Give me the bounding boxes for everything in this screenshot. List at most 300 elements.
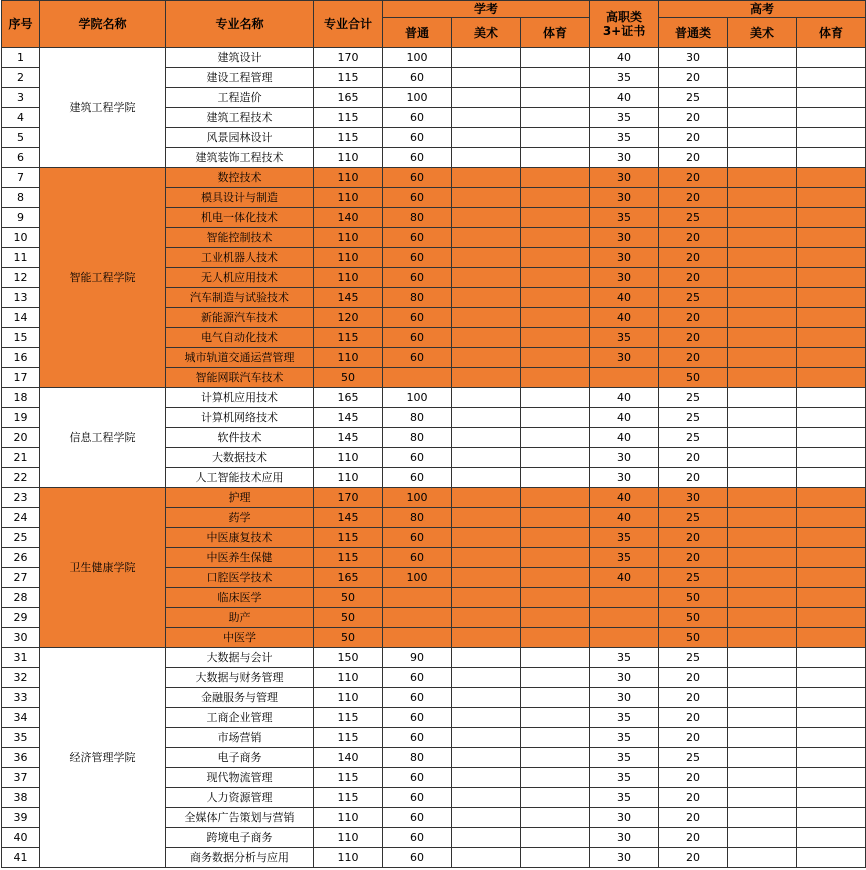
- cell-xk-tiyu: [521, 248, 590, 268]
- cell-gk-tiyu: [797, 348, 866, 368]
- cell-gk-tiyu: [797, 328, 866, 348]
- cell-xk-tiyu: [521, 168, 590, 188]
- table-row: [2, 168, 866, 188]
- cell-gk-tiyu: [797, 628, 866, 648]
- cell-xk-meishu: [452, 588, 521, 608]
- cell-seq: 24: [2, 508, 40, 528]
- cell-gk-putong: 20: [659, 68, 728, 88]
- cell-college: 经济管理学院: [40, 648, 166, 868]
- cell-xk-meishu: [452, 648, 521, 668]
- cell-major: 智能控制技术: [166, 228, 314, 248]
- cell-gaozhi: 40: [590, 488, 659, 508]
- cell-xk-tiyu: [521, 808, 590, 828]
- header-gk-putong: 普通类: [659, 18, 728, 48]
- header-major: 专业名称: [166, 1, 314, 48]
- header-gaozhi-line1: 高职类: [606, 10, 643, 24]
- cell-gk-meishu: [728, 528, 797, 548]
- cell-xk-putong: [383, 608, 452, 628]
- cell-xk-meishu: [452, 228, 521, 248]
- cell-total: 110: [314, 248, 383, 268]
- cell-total: 115: [314, 528, 383, 548]
- cell-xk-putong: 60: [383, 848, 452, 868]
- cell-major: 数控技术: [166, 168, 314, 188]
- cell-gk-putong: 20: [659, 148, 728, 168]
- cell-xk-meishu: [452, 128, 521, 148]
- cell-gk-putong: 50: [659, 588, 728, 608]
- cell-gk-tiyu: [797, 588, 866, 608]
- cell-gaozhi: 30: [590, 168, 659, 188]
- cell-gaozhi: 35: [590, 208, 659, 228]
- cell-xk-meishu: [452, 168, 521, 188]
- cell-xk-meishu: [452, 308, 521, 328]
- cell-gk-tiyu: [797, 208, 866, 228]
- cell-gk-meishu: [728, 548, 797, 568]
- cell-gk-putong: 20: [659, 528, 728, 548]
- cell-xk-meishu: [452, 108, 521, 128]
- cell-seq: 31: [2, 648, 40, 668]
- cell-gaozhi: 35: [590, 708, 659, 728]
- cell-gk-meishu: [728, 608, 797, 628]
- cell-gk-putong: 25: [659, 288, 728, 308]
- cell-xk-meishu: [452, 48, 521, 68]
- cell-xk-meishu: [452, 688, 521, 708]
- cell-major: 现代物流管理: [166, 768, 314, 788]
- cell-major: 城市轨道交通运营管理: [166, 348, 314, 368]
- cell-major: 风景园林设计: [166, 128, 314, 148]
- cell-xk-putong: 60: [383, 528, 452, 548]
- cell-xk-putong: 60: [383, 448, 452, 468]
- cell-gk-putong: 20: [659, 808, 728, 828]
- header-total: 专业合计: [314, 1, 383, 48]
- cell-gk-meishu: [728, 848, 797, 868]
- cell-xk-meishu: [452, 268, 521, 288]
- cell-total: 165: [314, 568, 383, 588]
- enrollment-table: [1, 0, 866, 868]
- cell-xk-meishu: [452, 748, 521, 768]
- cell-seq: 19: [2, 408, 40, 428]
- cell-gaozhi: [590, 608, 659, 628]
- cell-gk-putong: 20: [659, 128, 728, 148]
- cell-gk-meishu: [728, 228, 797, 248]
- cell-gk-putong: 20: [659, 328, 728, 348]
- cell-xk-tiyu: [521, 68, 590, 88]
- cell-total: 110: [314, 808, 383, 828]
- cell-gaozhi: 30: [590, 268, 659, 288]
- cell-gk-tiyu: [797, 548, 866, 568]
- cell-gk-tiyu: [797, 648, 866, 668]
- cell-gk-meishu: [728, 708, 797, 728]
- cell-gk-meishu: [728, 728, 797, 748]
- cell-seq: 10: [2, 228, 40, 248]
- cell-xk-tiyu: [521, 688, 590, 708]
- cell-gk-tiyu: [797, 288, 866, 308]
- header-xk-tiyu: 体育: [521, 18, 590, 48]
- cell-xk-tiyu: [521, 268, 590, 288]
- cell-major: 商务数据分析与应用: [166, 848, 314, 868]
- cell-xk-tiyu: [521, 388, 590, 408]
- cell-gk-putong: 25: [659, 408, 728, 428]
- cell-gk-tiyu: [797, 808, 866, 828]
- cell-gk-putong: 20: [659, 788, 728, 808]
- cell-seq: 26: [2, 548, 40, 568]
- cell-gk-putong: 20: [659, 108, 728, 128]
- cell-gk-meishu: [728, 348, 797, 368]
- cell-gaozhi: 40: [590, 508, 659, 528]
- cell-seq: 27: [2, 568, 40, 588]
- cell-seq: 18: [2, 388, 40, 408]
- cell-xk-tiyu: [521, 828, 590, 848]
- cell-gaozhi: 30: [590, 248, 659, 268]
- cell-gaozhi: 40: [590, 288, 659, 308]
- cell-xk-putong: 60: [383, 788, 452, 808]
- cell-total: 115: [314, 768, 383, 788]
- cell-gk-putong: 20: [659, 668, 728, 688]
- cell-total: 50: [314, 608, 383, 628]
- cell-gk-putong: 20: [659, 228, 728, 248]
- cell-gk-putong: 25: [659, 428, 728, 448]
- cell-xk-putong: 60: [383, 108, 452, 128]
- cell-gk-tiyu: [797, 68, 866, 88]
- cell-xk-tiyu: [521, 488, 590, 508]
- cell-gk-meishu: [728, 208, 797, 228]
- cell-seq: 32: [2, 668, 40, 688]
- cell-xk-meishu: [452, 248, 521, 268]
- cell-gk-putong: 50: [659, 608, 728, 628]
- cell-xk-tiyu: [521, 288, 590, 308]
- cell-seq: 38: [2, 788, 40, 808]
- cell-xk-meishu: [452, 608, 521, 628]
- cell-gk-tiyu: [797, 228, 866, 248]
- cell-gk-putong: 20: [659, 548, 728, 568]
- cell-seq: 25: [2, 528, 40, 548]
- cell-xk-meishu: [452, 828, 521, 848]
- cell-xk-putong: 80: [383, 408, 452, 428]
- cell-gaozhi: 30: [590, 688, 659, 708]
- cell-xk-putong: 90: [383, 648, 452, 668]
- cell-xk-putong: 60: [383, 228, 452, 248]
- cell-gk-tiyu: [797, 728, 866, 748]
- cell-gk-meishu: [728, 388, 797, 408]
- cell-gk-meishu: [728, 568, 797, 588]
- cell-gk-tiyu: [797, 268, 866, 288]
- cell-major: 市场营销: [166, 728, 314, 748]
- cell-gaozhi: [590, 628, 659, 648]
- cell-gk-tiyu: [797, 468, 866, 488]
- cell-gk-meishu: [728, 688, 797, 708]
- cell-gaozhi: 40: [590, 568, 659, 588]
- cell-gk-meishu: [728, 808, 797, 828]
- cell-gk-meishu: [728, 748, 797, 768]
- cell-gk-tiyu: [797, 388, 866, 408]
- cell-xk-putong: 60: [383, 548, 452, 568]
- table-row: [2, 648, 866, 668]
- cell-seq: 12: [2, 268, 40, 288]
- cell-xk-tiyu: [521, 368, 590, 388]
- cell-xk-putong: 60: [383, 688, 452, 708]
- cell-seq: 40: [2, 828, 40, 848]
- cell-seq: 7: [2, 168, 40, 188]
- cell-gk-tiyu: [797, 428, 866, 448]
- cell-gk-meishu: [728, 768, 797, 788]
- cell-seq: 35: [2, 728, 40, 748]
- cell-xk-meishu: [452, 208, 521, 228]
- cell-gk-putong: 25: [659, 568, 728, 588]
- cell-xk-tiyu: [521, 848, 590, 868]
- cell-gk-putong: 20: [659, 828, 728, 848]
- cell-xk-putong: 60: [383, 828, 452, 848]
- cell-xk-putong: 60: [383, 168, 452, 188]
- cell-total: 115: [314, 728, 383, 748]
- cell-xk-meishu: [452, 728, 521, 748]
- cell-xk-tiyu: [521, 748, 590, 768]
- cell-gaozhi: 30: [590, 448, 659, 468]
- cell-gaozhi: 40: [590, 308, 659, 328]
- cell-xk-tiyu: [521, 228, 590, 248]
- cell-xk-meishu: [452, 428, 521, 448]
- cell-major: 机电一体化技术: [166, 208, 314, 228]
- cell-major: 新能源汽车技术: [166, 308, 314, 328]
- cell-major: 人工智能技术应用: [166, 468, 314, 488]
- cell-gaozhi: [590, 588, 659, 608]
- cell-seq: 17: [2, 368, 40, 388]
- cell-major: 中医养生保健: [166, 548, 314, 568]
- cell-gaozhi: 35: [590, 528, 659, 548]
- cell-total: 145: [314, 508, 383, 528]
- cell-gaozhi: 30: [590, 148, 659, 168]
- cell-total: 165: [314, 88, 383, 108]
- cell-total: 115: [314, 708, 383, 728]
- cell-seq: 20: [2, 428, 40, 448]
- cell-xk-putong: 60: [383, 188, 452, 208]
- cell-xk-putong: 80: [383, 208, 452, 228]
- cell-gk-putong: 50: [659, 628, 728, 648]
- cell-xk-putong: [383, 368, 452, 388]
- cell-gk-meishu: [728, 148, 797, 168]
- cell-gk-tiyu: [797, 408, 866, 428]
- cell-xk-putong: [383, 588, 452, 608]
- header-gaokao: 高考: [659, 1, 866, 18]
- cell-xk-tiyu: [521, 708, 590, 728]
- cell-gaozhi: 30: [590, 228, 659, 248]
- cell-xk-meishu: [452, 548, 521, 568]
- cell-xk-putong: 100: [383, 88, 452, 108]
- cell-gk-meishu: [728, 588, 797, 608]
- cell-gaozhi: 35: [590, 788, 659, 808]
- cell-total: 145: [314, 288, 383, 308]
- cell-xk-tiyu: [521, 548, 590, 568]
- cell-seq: 13: [2, 288, 40, 308]
- cell-seq: 33: [2, 688, 40, 708]
- cell-total: 120: [314, 308, 383, 328]
- cell-total: 110: [314, 148, 383, 168]
- cell-gk-putong: 25: [659, 648, 728, 668]
- cell-xk-putong: 60: [383, 148, 452, 168]
- cell-seq: 23: [2, 488, 40, 508]
- cell-gk-tiyu: [797, 48, 866, 68]
- cell-gk-meishu: [728, 128, 797, 148]
- cell-xk-putong: 60: [383, 728, 452, 748]
- cell-gaozhi: 30: [590, 828, 659, 848]
- cell-xk-meishu: [452, 88, 521, 108]
- cell-gk-putong: 20: [659, 448, 728, 468]
- cell-major: 人力资源管理: [166, 788, 314, 808]
- cell-xk-meishu: [452, 788, 521, 808]
- cell-total: 110: [314, 268, 383, 288]
- cell-total: 165: [314, 388, 383, 408]
- cell-gk-meishu: [728, 308, 797, 328]
- cell-gk-meishu: [728, 168, 797, 188]
- cell-xk-meishu: [452, 568, 521, 588]
- cell-major: 工程造价: [166, 88, 314, 108]
- cell-gk-putong: 25: [659, 208, 728, 228]
- cell-xk-tiyu: [521, 188, 590, 208]
- cell-gk-tiyu: [797, 88, 866, 108]
- cell-seq: 1: [2, 48, 40, 68]
- cell-seq: 5: [2, 128, 40, 148]
- cell-gk-tiyu: [797, 608, 866, 628]
- cell-xk-meishu: [452, 348, 521, 368]
- cell-xk-tiyu: [521, 608, 590, 628]
- cell-major: 药学: [166, 508, 314, 528]
- cell-gk-putong: 25: [659, 748, 728, 768]
- cell-gk-meishu: [728, 108, 797, 128]
- header-xuekao: 学考: [383, 1, 590, 18]
- cell-seq: 21: [2, 448, 40, 468]
- cell-seq: 36: [2, 748, 40, 768]
- cell-xk-putong: 60: [383, 328, 452, 348]
- cell-gaozhi: 40: [590, 88, 659, 108]
- cell-gk-tiyu: [797, 108, 866, 128]
- cell-gk-meishu: [728, 668, 797, 688]
- cell-xk-tiyu: [521, 788, 590, 808]
- cell-xk-tiyu: [521, 208, 590, 228]
- cell-major: 金融服务与管理: [166, 688, 314, 708]
- cell-total: 110: [314, 188, 383, 208]
- cell-gk-putong: 30: [659, 48, 728, 68]
- cell-seq: 16: [2, 348, 40, 368]
- cell-gk-tiyu: [797, 168, 866, 188]
- cell-gk-meishu: [728, 268, 797, 288]
- cell-xk-meishu: [452, 488, 521, 508]
- table-body: [2, 48, 866, 868]
- cell-gaozhi: 30: [590, 348, 659, 368]
- cell-gk-putong: 50: [659, 368, 728, 388]
- cell-xk-tiyu: [521, 48, 590, 68]
- cell-gk-meishu: [728, 188, 797, 208]
- cell-total: 110: [314, 828, 383, 848]
- cell-seq: 14: [2, 308, 40, 328]
- cell-gk-tiyu: [797, 188, 866, 208]
- cell-college: 卫生健康学院: [40, 488, 166, 648]
- cell-gaozhi: 35: [590, 728, 659, 748]
- cell-seq: 9: [2, 208, 40, 228]
- cell-xk-tiyu: [521, 628, 590, 648]
- cell-total: 50: [314, 368, 383, 388]
- cell-total: 110: [314, 448, 383, 468]
- cell-gk-tiyu: [797, 848, 866, 868]
- cell-total: 140: [314, 208, 383, 228]
- cell-gaozhi: 35: [590, 328, 659, 348]
- cell-gaozhi: 30: [590, 848, 659, 868]
- cell-gk-putong: 30: [659, 488, 728, 508]
- cell-gk-meishu: [728, 408, 797, 428]
- cell-gk-putong: 25: [659, 88, 728, 108]
- cell-gk-tiyu: [797, 748, 866, 768]
- cell-gk-putong: 20: [659, 168, 728, 188]
- cell-xk-meishu: [452, 448, 521, 468]
- cell-gk-meishu: [728, 448, 797, 468]
- cell-xk-meishu: [452, 388, 521, 408]
- cell-major: 工业机器人技术: [166, 248, 314, 268]
- cell-gk-putong: 25: [659, 388, 728, 408]
- cell-major: 护理: [166, 488, 314, 508]
- cell-seq: 6: [2, 148, 40, 168]
- cell-gk-meishu: [728, 508, 797, 528]
- cell-total: 50: [314, 588, 383, 608]
- cell-gaozhi: 30: [590, 468, 659, 488]
- cell-xk-meishu: [452, 528, 521, 548]
- cell-xk-meishu: [452, 188, 521, 208]
- cell-gk-meishu: [728, 828, 797, 848]
- cell-total: 110: [314, 228, 383, 248]
- cell-gk-putong: 20: [659, 708, 728, 728]
- cell-seq: 3: [2, 88, 40, 108]
- cell-gk-tiyu: [797, 768, 866, 788]
- cell-gk-meishu: [728, 488, 797, 508]
- cell-xk-putong: 60: [383, 128, 452, 148]
- cell-xk-tiyu: [521, 508, 590, 528]
- cell-total: 170: [314, 48, 383, 68]
- header-gaozhi: [590, 1, 659, 48]
- cell-gk-meishu: [728, 648, 797, 668]
- cell-gk-tiyu: [797, 528, 866, 548]
- cell-major: 助产: [166, 608, 314, 628]
- cell-seq: 37: [2, 768, 40, 788]
- table-row: [2, 48, 866, 68]
- cell-gk-tiyu: [797, 788, 866, 808]
- cell-gaozhi: 40: [590, 428, 659, 448]
- cell-xk-putong: 60: [383, 268, 452, 288]
- cell-xk-meishu: [452, 848, 521, 868]
- cell-gk-putong: 20: [659, 308, 728, 328]
- cell-xk-meishu: [452, 628, 521, 648]
- cell-major: 无人机应用技术: [166, 268, 314, 288]
- cell-gaozhi: 35: [590, 768, 659, 788]
- cell-seq: 22: [2, 468, 40, 488]
- cell-total: 145: [314, 428, 383, 448]
- cell-seq: 8: [2, 188, 40, 208]
- cell-major: 跨境电子商务: [166, 828, 314, 848]
- cell-gk-meishu: [728, 48, 797, 68]
- cell-major: 计算机应用技术: [166, 388, 314, 408]
- cell-xk-tiyu: [521, 648, 590, 668]
- cell-total: 140: [314, 748, 383, 768]
- cell-gk-putong: 20: [659, 268, 728, 288]
- cell-xk-putong: [383, 628, 452, 648]
- cell-xk-meishu: [452, 368, 521, 388]
- cell-xk-putong: 60: [383, 708, 452, 728]
- header-gk-meishu: 美术: [728, 18, 797, 48]
- cell-xk-putong: 60: [383, 348, 452, 368]
- cell-total: 150: [314, 648, 383, 668]
- cell-xk-tiyu: [521, 588, 590, 608]
- cell-xk-putong: 80: [383, 748, 452, 768]
- cell-seq: 4: [2, 108, 40, 128]
- cell-gaozhi: 30: [590, 808, 659, 828]
- cell-xk-putong: 60: [383, 308, 452, 328]
- header-college: 学院名称: [40, 1, 166, 48]
- cell-seq: 2: [2, 68, 40, 88]
